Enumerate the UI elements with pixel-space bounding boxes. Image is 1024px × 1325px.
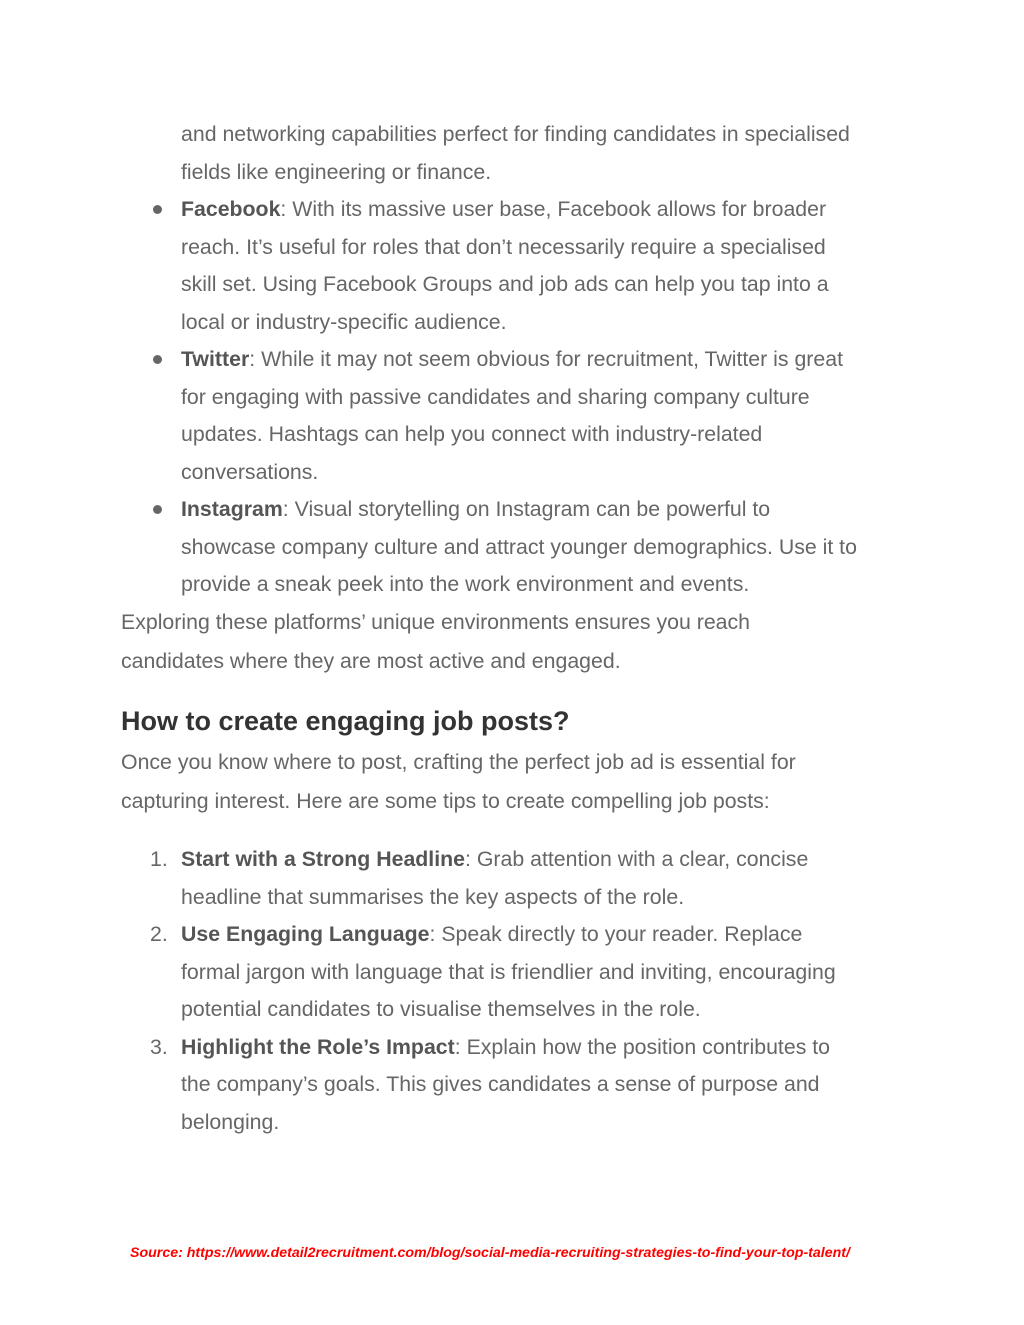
list-item-line bbox=[181, 346, 843, 372]
list-item-term: Facebook bbox=[181, 197, 281, 221]
list-item-line bbox=[181, 884, 684, 910]
list-item-text: local or industry-specific audience. bbox=[181, 309, 507, 334]
list-item-line bbox=[181, 196, 826, 222]
list-item-term: Instagram bbox=[181, 497, 283, 521]
list-item-line bbox=[181, 1071, 820, 1097]
list-item-text: belonging. bbox=[181, 1109, 280, 1134]
list-item-text: showcase company culture and attract younger demographics. Use it to bbox=[181, 534, 857, 559]
list-item-text: potential candidates to visualise themselves in the role. bbox=[181, 997, 701, 1021]
list-item-text: reach. It’s useful for roles that don’t necessarily require a specialised bbox=[181, 234, 826, 259]
list-item-term: Twitter bbox=[181, 347, 250, 371]
list-item-line bbox=[181, 996, 701, 1022]
list-item-term: Use Engaging Language bbox=[181, 922, 430, 946]
list-item-line bbox=[181, 571, 749, 597]
list-item-text: headline that summarises the key aspects of the role. bbox=[181, 884, 685, 909]
list-item-line bbox=[181, 846, 808, 872]
list-item-text: updates. Hashtags can help you connect with industry-related bbox=[181, 422, 763, 446]
list-item-text: the company’s goals. This gives candidates a sense of purpose and bbox=[181, 1072, 820, 1096]
paragraph-line: candidates where they are most active and engaged. bbox=[121, 648, 621, 673]
list-item-line bbox=[181, 309, 507, 335]
list-item-line bbox=[181, 1109, 279, 1135]
list-item-line bbox=[181, 1034, 830, 1060]
paragraph-line: Exploring these platforms’ unique environments ensures you reach bbox=[121, 610, 750, 634]
list-item-text: : With its massive user base, Facebook allows for broader bbox=[280, 197, 827, 221]
section-heading: How to create engaging job posts? bbox=[121, 706, 570, 736]
list-item-term: Start with a Strong Headline bbox=[181, 847, 465, 871]
list-item-text: : Explain how the position contributes to bbox=[454, 1034, 831, 1059]
list-item-line bbox=[181, 159, 491, 185]
list-item-line bbox=[181, 534, 857, 560]
list-item-line bbox=[181, 234, 826, 260]
list-item-text: : While it may not seem obvious for recruitment, Twitter is great bbox=[249, 347, 843, 371]
list-item-line bbox=[181, 459, 318, 485]
bullet-icon bbox=[153, 355, 162, 364]
list-number: 2. bbox=[150, 922, 168, 946]
list-item-term: Highlight the Role’s Impact bbox=[181, 1034, 455, 1059]
list-item-text: for engaging with passive candidates and sharing company culture bbox=[181, 384, 810, 409]
list-number: 1. bbox=[150, 847, 168, 871]
list-item-text: : Speak directly to your reader. Replace bbox=[429, 922, 803, 946]
list-item-text: formal jargon with language that is friendlier and inviting, encouraging bbox=[181, 959, 836, 984]
bullet-icon bbox=[153, 205, 162, 214]
list-item-text: fields like engineering or finance. bbox=[181, 159, 492, 184]
list-item-text: and networking capabilities perfect for finding candidates in specialised bbox=[181, 122, 850, 146]
source-citation: Source: https://www.detail2recruitment.com/blog/social-media-recruiting-strategies-to-find-your-top-talent/ bbox=[130, 1245, 850, 1261]
list-item-text: provide a sneak peek into the work environment and events. bbox=[181, 572, 750, 596]
list-item-text: skill set. Using Facebook Groups and job ads can help you tap into a bbox=[181, 272, 829, 296]
list-number: 3. bbox=[150, 1034, 168, 1059]
list-item-line bbox=[181, 121, 850, 147]
list-item-text: : Grab attention with a clear, concise bbox=[465, 847, 809, 871]
list-item-line bbox=[181, 496, 770, 522]
bullet-icon bbox=[153, 505, 162, 514]
paragraph-line: capturing interest. Here are some tips to create compelling job posts: bbox=[121, 789, 770, 813]
list-item-line bbox=[181, 921, 802, 947]
list-item-line bbox=[181, 271, 829, 297]
list-item-line bbox=[181, 959, 836, 985]
paragraph-line: Once you know where to post, crafting the perfect job ad is essential for bbox=[121, 750, 796, 774]
list-item-line bbox=[181, 421, 762, 447]
list-item-text: : Visual storytelling on Instagram can be powerful to bbox=[282, 497, 771, 521]
list-item-line bbox=[181, 384, 810, 410]
list-item-text: conversations. bbox=[181, 459, 319, 484]
